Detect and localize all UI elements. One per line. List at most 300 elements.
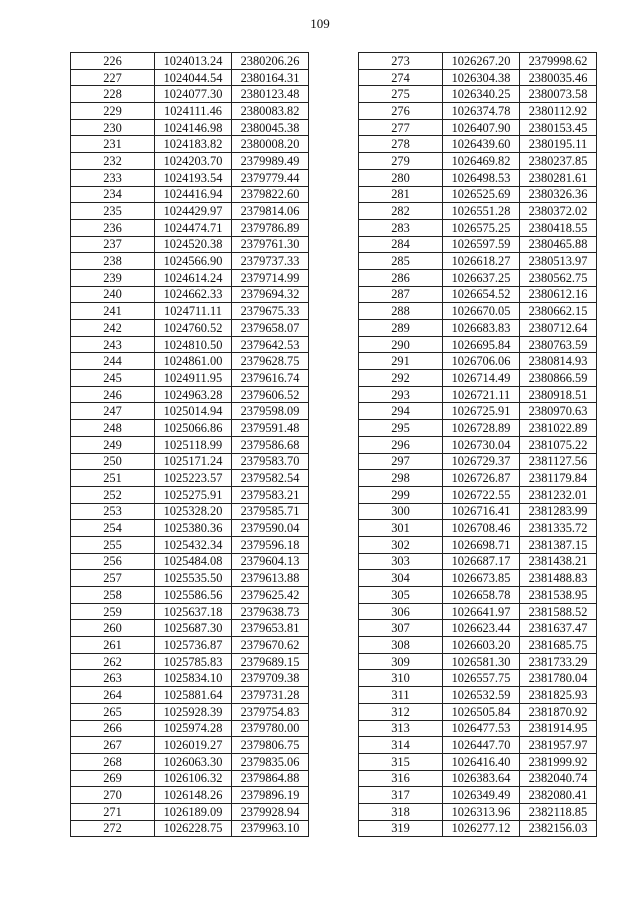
table-row <box>359 103 597 120</box>
y-coordinate-cell: 2379814.06 <box>232 203 309 220</box>
y-coordinate-cell: 2379642.53 <box>232 336 309 353</box>
point-number-cell: 230 <box>71 119 155 136</box>
y-coordinate-cell: 2381538.95 <box>520 587 597 604</box>
point-number-cell: 243 <box>71 336 155 353</box>
y-coordinate-cell: 2381957.97 <box>520 737 597 754</box>
point-number-cell: 261 <box>71 637 155 654</box>
point-number-cell: 304 <box>359 570 443 587</box>
x-coordinate-cell: 1026729.37 <box>443 453 520 470</box>
x-coordinate-cell: 1025223.57 <box>155 470 232 487</box>
y-coordinate-cell: 2379591.48 <box>232 420 309 437</box>
y-coordinate-cell: 2381335.72 <box>520 520 597 537</box>
x-coordinate-cell: 1026603.20 <box>443 637 520 654</box>
y-coordinate-cell: 2380035.46 <box>520 69 597 86</box>
point-number-cell: 263 <box>71 670 155 687</box>
point-number-cell: 249 <box>71 436 155 453</box>
point-number-cell: 246 <box>71 386 155 403</box>
table-row <box>359 520 597 537</box>
x-coordinate-cell: 1026267.20 <box>443 53 520 70</box>
y-coordinate-cell: 2379658.07 <box>232 320 309 337</box>
y-coordinate-cell: 2380112.92 <box>520 103 597 120</box>
x-coordinate-cell: 1026525.69 <box>443 186 520 203</box>
point-number-cell: 272 <box>71 820 155 837</box>
y-coordinate-cell: 2379613.88 <box>232 570 309 587</box>
table-row <box>71 219 309 236</box>
x-coordinate-cell: 1024760.52 <box>155 320 232 337</box>
y-coordinate-cell: 2380866.59 <box>520 370 597 387</box>
y-coordinate-cell: 2379989.49 <box>232 153 309 170</box>
x-coordinate-cell: 1026708.46 <box>443 520 520 537</box>
x-coordinate-cell: 1025328.20 <box>155 503 232 520</box>
x-coordinate-cell: 1024077.30 <box>155 86 232 103</box>
point-number-cell: 294 <box>359 403 443 420</box>
table-row <box>71 453 309 470</box>
point-number-cell: 227 <box>71 69 155 86</box>
x-coordinate-cell: 1024111.46 <box>155 103 232 120</box>
table-row <box>71 787 309 804</box>
table-row <box>359 720 597 737</box>
x-coordinate-cell: 1024429.97 <box>155 203 232 220</box>
point-number-cell: 231 <box>71 136 155 153</box>
x-coordinate-cell: 1025785.83 <box>155 653 232 670</box>
x-coordinate-cell: 1026304.38 <box>443 69 520 86</box>
x-coordinate-cell: 1025118.99 <box>155 436 232 453</box>
y-coordinate-cell: 2380612.16 <box>520 286 597 303</box>
x-coordinate-cell: 1024662.33 <box>155 286 232 303</box>
x-coordinate-cell: 1026698.71 <box>443 536 520 553</box>
x-coordinate-cell: 1026477.53 <box>443 720 520 737</box>
table-row <box>359 703 597 720</box>
table-row <box>71 737 309 754</box>
x-coordinate-cell: 1026106.32 <box>155 770 232 787</box>
point-number-cell: 248 <box>71 420 155 437</box>
y-coordinate-cell: 2380045.38 <box>232 119 309 136</box>
point-number-cell: 267 <box>71 737 155 754</box>
y-coordinate-cell: 2379963.10 <box>232 820 309 837</box>
table-row <box>359 69 597 86</box>
y-coordinate-cell: 2380712.64 <box>520 320 597 337</box>
coordinates-table-left <box>70 52 309 837</box>
y-coordinate-cell: 2382118.85 <box>520 803 597 820</box>
table-row <box>71 670 309 687</box>
table-row <box>71 353 309 370</box>
point-number-cell: 257 <box>71 570 155 587</box>
point-number-cell: 241 <box>71 303 155 320</box>
x-coordinate-cell: 1025380.36 <box>155 520 232 537</box>
y-coordinate-cell: 2381914.95 <box>520 720 597 737</box>
point-number-cell: 274 <box>359 69 443 86</box>
x-coordinate-cell: 1026728.89 <box>443 420 520 437</box>
x-coordinate-cell: 1026683.83 <box>443 320 520 337</box>
y-coordinate-cell: 2379737.33 <box>232 253 309 270</box>
y-coordinate-cell: 2380164.31 <box>232 69 309 86</box>
y-coordinate-cell: 2380970.63 <box>520 403 597 420</box>
point-number-cell: 236 <box>71 219 155 236</box>
y-coordinate-cell: 2380281.61 <box>520 169 597 186</box>
x-coordinate-cell: 1026277.12 <box>443 820 520 837</box>
y-coordinate-cell: 2379616.74 <box>232 370 309 387</box>
point-number-cell: 253 <box>71 503 155 520</box>
point-number-cell: 292 <box>359 370 443 387</box>
table-row <box>71 637 309 654</box>
x-coordinate-cell: 1026581.30 <box>443 653 520 670</box>
table-row <box>71 587 309 604</box>
x-coordinate-cell: 1024520.38 <box>155 236 232 253</box>
x-coordinate-cell: 1024193.54 <box>155 169 232 186</box>
point-number-cell: 309 <box>359 653 443 670</box>
point-number-cell: 254 <box>71 520 155 537</box>
y-coordinate-cell: 2381488.83 <box>520 570 597 587</box>
x-coordinate-cell: 1024203.70 <box>155 153 232 170</box>
table-row <box>359 737 597 754</box>
table-row <box>359 486 597 503</box>
table-row <box>359 787 597 804</box>
point-number-cell: 266 <box>71 720 155 737</box>
table-row <box>359 236 597 253</box>
point-number-cell: 262 <box>71 653 155 670</box>
table-body <box>359 53 597 837</box>
x-coordinate-cell: 1025881.64 <box>155 687 232 704</box>
point-number-cell: 301 <box>359 520 443 537</box>
point-number-cell: 281 <box>359 186 443 203</box>
y-coordinate-cell: 2381733.29 <box>520 653 597 670</box>
point-number-cell: 235 <box>71 203 155 220</box>
x-coordinate-cell: 1025535.50 <box>155 570 232 587</box>
point-number-cell: 265 <box>71 703 155 720</box>
y-coordinate-cell: 2381588.52 <box>520 603 597 620</box>
y-coordinate-cell: 2381127.56 <box>520 453 597 470</box>
y-coordinate-cell: 2379638.73 <box>232 603 309 620</box>
y-coordinate-cell: 2379780.00 <box>232 720 309 737</box>
table-row <box>71 336 309 353</box>
table-row <box>71 119 309 136</box>
table-row <box>359 753 597 770</box>
y-coordinate-cell: 2379585.71 <box>232 503 309 520</box>
table-row <box>71 570 309 587</box>
y-coordinate-cell: 2379586.68 <box>232 436 309 453</box>
x-coordinate-cell: 1026695.84 <box>443 336 520 353</box>
point-number-cell: 245 <box>71 370 155 387</box>
y-coordinate-cell: 2380123.48 <box>232 86 309 103</box>
x-coordinate-cell: 1026349.49 <box>443 787 520 804</box>
x-coordinate-cell: 1025974.28 <box>155 720 232 737</box>
x-coordinate-cell: 1026641.97 <box>443 603 520 620</box>
table-row <box>359 453 597 470</box>
point-number-cell: 251 <box>71 470 155 487</box>
table-row <box>71 503 309 520</box>
y-coordinate-cell: 2381179.84 <box>520 470 597 487</box>
table-row <box>71 720 309 737</box>
point-number-cell: 315 <box>359 753 443 770</box>
table-row <box>71 303 309 320</box>
table-row <box>359 770 597 787</box>
point-number-cell: 308 <box>359 637 443 654</box>
x-coordinate-cell: 1026313.96 <box>443 803 520 820</box>
table-row <box>71 103 309 120</box>
y-coordinate-cell: 2379709.38 <box>232 670 309 687</box>
y-coordinate-cell: 2379806.75 <box>232 737 309 754</box>
x-coordinate-cell: 1024183.82 <box>155 136 232 153</box>
point-number-cell: 242 <box>71 320 155 337</box>
point-number-cell: 310 <box>359 670 443 687</box>
point-number-cell: 307 <box>359 620 443 637</box>
point-number-cell: 255 <box>71 536 155 553</box>
point-number-cell: 290 <box>359 336 443 353</box>
x-coordinate-cell: 1024566.90 <box>155 253 232 270</box>
point-number-cell: 283 <box>359 219 443 236</box>
y-coordinate-cell: 2379598.09 <box>232 403 309 420</box>
table-row <box>71 320 309 337</box>
point-number-cell: 289 <box>359 320 443 337</box>
x-coordinate-cell: 1025432.34 <box>155 536 232 553</box>
point-number-cell: 302 <box>359 536 443 553</box>
table-row <box>359 153 597 170</box>
y-coordinate-cell: 2381022.89 <box>520 420 597 437</box>
table-row <box>71 803 309 820</box>
y-coordinate-cell: 2379714.99 <box>232 269 309 286</box>
y-coordinate-cell: 2379694.32 <box>232 286 309 303</box>
x-coordinate-cell: 1026716.41 <box>443 503 520 520</box>
x-coordinate-cell: 1026722.55 <box>443 486 520 503</box>
point-number-cell: 256 <box>71 553 155 570</box>
x-coordinate-cell: 1026597.59 <box>443 236 520 253</box>
y-coordinate-cell: 2381999.92 <box>520 753 597 770</box>
y-coordinate-cell: 2379761.30 <box>232 236 309 253</box>
x-coordinate-cell: 1026654.52 <box>443 286 520 303</box>
point-number-cell: 288 <box>359 303 443 320</box>
y-coordinate-cell: 2380008.20 <box>232 136 309 153</box>
x-coordinate-cell: 1026447.70 <box>443 737 520 754</box>
y-coordinate-cell: 2379596.18 <box>232 536 309 553</box>
point-number-cell: 295 <box>359 420 443 437</box>
x-coordinate-cell: 1024614.24 <box>155 269 232 286</box>
x-coordinate-cell: 1026416.40 <box>443 753 520 770</box>
y-coordinate-cell: 2381637.47 <box>520 620 597 637</box>
y-coordinate-cell: 2382080.41 <box>520 787 597 804</box>
point-number-cell: 277 <box>359 119 443 136</box>
x-coordinate-cell: 1026019.27 <box>155 737 232 754</box>
y-coordinate-cell: 2380237.85 <box>520 153 597 170</box>
table-row <box>359 203 597 220</box>
x-coordinate-cell: 1026532.59 <box>443 687 520 704</box>
y-coordinate-cell: 2381780.04 <box>520 670 597 687</box>
point-number-cell: 250 <box>71 453 155 470</box>
table-row <box>359 86 597 103</box>
y-coordinate-cell: 2380814.93 <box>520 353 597 370</box>
table-row <box>71 653 309 670</box>
y-coordinate-cell: 2380206.26 <box>232 53 309 70</box>
point-number-cell: 233 <box>71 169 155 186</box>
point-number-cell: 317 <box>359 787 443 804</box>
point-number-cell: 232 <box>71 153 155 170</box>
table-row <box>359 670 597 687</box>
y-coordinate-cell: 2379835.06 <box>232 753 309 770</box>
x-coordinate-cell: 1025834.10 <box>155 670 232 687</box>
x-coordinate-cell: 1025637.18 <box>155 603 232 620</box>
table-row <box>359 603 597 620</box>
table-row <box>359 653 597 670</box>
table-row <box>71 553 309 570</box>
y-coordinate-cell: 2379628.75 <box>232 353 309 370</box>
x-coordinate-cell: 1025275.91 <box>155 486 232 503</box>
x-coordinate-cell: 1024416.94 <box>155 186 232 203</box>
table-row <box>359 386 597 403</box>
x-coordinate-cell: 1026637.25 <box>443 269 520 286</box>
point-number-cell: 269 <box>71 770 155 787</box>
point-number-cell: 284 <box>359 236 443 253</box>
point-number-cell: 239 <box>71 269 155 286</box>
y-coordinate-cell: 2379896.19 <box>232 787 309 804</box>
point-number-cell: 291 <box>359 353 443 370</box>
x-coordinate-cell: 1026498.53 <box>443 169 520 186</box>
table-row <box>359 620 597 637</box>
point-number-cell: 278 <box>359 136 443 153</box>
y-coordinate-cell: 2379670.62 <box>232 637 309 654</box>
table-row <box>71 703 309 720</box>
point-number-cell: 297 <box>359 453 443 470</box>
y-coordinate-cell: 2380918.51 <box>520 386 597 403</box>
table-row <box>71 470 309 487</box>
table-row <box>71 520 309 537</box>
point-number-cell: 271 <box>71 803 155 820</box>
y-coordinate-cell: 2380153.45 <box>520 119 597 136</box>
x-coordinate-cell: 1026374.78 <box>443 103 520 120</box>
x-coordinate-cell: 1024711.11 <box>155 303 232 320</box>
table-row <box>71 236 309 253</box>
y-coordinate-cell: 2379582.54 <box>232 470 309 487</box>
y-coordinate-cell: 2381283.99 <box>520 503 597 520</box>
table-row <box>71 169 309 186</box>
x-coordinate-cell: 1026551.28 <box>443 203 520 220</box>
point-number-cell: 303 <box>359 553 443 570</box>
y-coordinate-cell: 2380372.02 <box>520 203 597 220</box>
y-coordinate-cell: 2380662.15 <box>520 303 597 320</box>
y-coordinate-cell: 2379625.42 <box>232 587 309 604</box>
x-coordinate-cell: 1026557.75 <box>443 670 520 687</box>
table-row <box>359 436 597 453</box>
point-number-cell: 314 <box>359 737 443 754</box>
y-coordinate-cell: 2379583.21 <box>232 486 309 503</box>
table-row <box>359 169 597 186</box>
coordinates-table-right <box>358 52 597 837</box>
x-coordinate-cell: 1026687.17 <box>443 553 520 570</box>
table-body <box>71 53 309 837</box>
point-number-cell: 273 <box>359 53 443 70</box>
x-coordinate-cell: 1025171.24 <box>155 453 232 470</box>
point-number-cell: 285 <box>359 253 443 270</box>
point-number-cell: 279 <box>359 153 443 170</box>
x-coordinate-cell: 1026658.78 <box>443 587 520 604</box>
table-row <box>359 370 597 387</box>
y-coordinate-cell: 2381232.01 <box>520 486 597 503</box>
y-coordinate-cell: 2381870.92 <box>520 703 597 720</box>
table-row <box>359 336 597 353</box>
x-coordinate-cell: 1026505.84 <box>443 703 520 720</box>
table-row <box>359 286 597 303</box>
y-coordinate-cell: 2379590.04 <box>232 520 309 537</box>
x-coordinate-cell: 1026623.44 <box>443 620 520 637</box>
point-number-cell: 299 <box>359 486 443 503</box>
table-row <box>71 753 309 770</box>
x-coordinate-cell: 1024044.54 <box>155 69 232 86</box>
point-number-cell: 282 <box>359 203 443 220</box>
x-coordinate-cell: 1026189.09 <box>155 803 232 820</box>
table-row <box>71 370 309 387</box>
point-number-cell: 318 <box>359 803 443 820</box>
table-row <box>359 403 597 420</box>
x-coordinate-cell: 1026469.82 <box>443 153 520 170</box>
y-coordinate-cell: 2380083.82 <box>232 103 309 120</box>
point-number-cell: 280 <box>359 169 443 186</box>
y-coordinate-cell: 2379864.88 <box>232 770 309 787</box>
point-number-cell: 296 <box>359 436 443 453</box>
x-coordinate-cell: 1025484.08 <box>155 553 232 570</box>
page-number: 109 <box>310 16 330 31</box>
y-coordinate-cell: 2379822.60 <box>232 186 309 203</box>
y-coordinate-cell: 2380562.75 <box>520 269 597 286</box>
y-coordinate-cell: 2380073.58 <box>520 86 597 103</box>
point-number-cell: 264 <box>71 687 155 704</box>
table-row <box>359 219 597 236</box>
table-row <box>359 53 597 70</box>
x-coordinate-cell: 1026439.60 <box>443 136 520 153</box>
x-coordinate-cell: 1026673.85 <box>443 570 520 587</box>
table-row <box>71 436 309 453</box>
y-coordinate-cell: 2381825.93 <box>520 687 597 704</box>
x-coordinate-cell: 1024474.71 <box>155 219 232 236</box>
table-row <box>71 53 309 70</box>
table-row <box>71 403 309 420</box>
y-coordinate-cell: 2379754.83 <box>232 703 309 720</box>
point-number-cell: 311 <box>359 687 443 704</box>
point-number-cell: 234 <box>71 186 155 203</box>
point-number-cell: 229 <box>71 103 155 120</box>
y-coordinate-cell: 2382156.03 <box>520 820 597 837</box>
y-coordinate-cell: 2380326.36 <box>520 186 597 203</box>
table-row <box>359 536 597 553</box>
point-number-cell: 313 <box>359 720 443 737</box>
x-coordinate-cell: 1026618.27 <box>443 253 520 270</box>
point-number-cell: 247 <box>71 403 155 420</box>
table-row <box>359 687 597 704</box>
table-row <box>359 587 597 604</box>
x-coordinate-cell: 1026730.04 <box>443 436 520 453</box>
point-number-cell: 306 <box>359 603 443 620</box>
y-coordinate-cell: 2381387.15 <box>520 536 597 553</box>
x-coordinate-cell: 1024810.50 <box>155 336 232 353</box>
table-row <box>71 687 309 704</box>
table-row <box>359 186 597 203</box>
table-row <box>71 69 309 86</box>
x-coordinate-cell: 1026721.11 <box>443 386 520 403</box>
point-number-cell: 238 <box>71 253 155 270</box>
y-coordinate-cell: 2379606.52 <box>232 386 309 403</box>
x-coordinate-cell: 1026228.75 <box>155 820 232 837</box>
point-number-cell: 260 <box>71 620 155 637</box>
table-row <box>359 303 597 320</box>
y-coordinate-cell: 2379928.94 <box>232 803 309 820</box>
x-coordinate-cell: 1026340.25 <box>443 86 520 103</box>
table-row <box>71 186 309 203</box>
y-coordinate-cell: 2379604.13 <box>232 553 309 570</box>
point-number-cell: 226 <box>71 53 155 70</box>
table-row <box>71 86 309 103</box>
x-coordinate-cell: 1024963.28 <box>155 386 232 403</box>
table-row <box>359 253 597 270</box>
table-row <box>71 820 309 837</box>
table-row <box>71 269 309 286</box>
y-coordinate-cell: 2380513.97 <box>520 253 597 270</box>
